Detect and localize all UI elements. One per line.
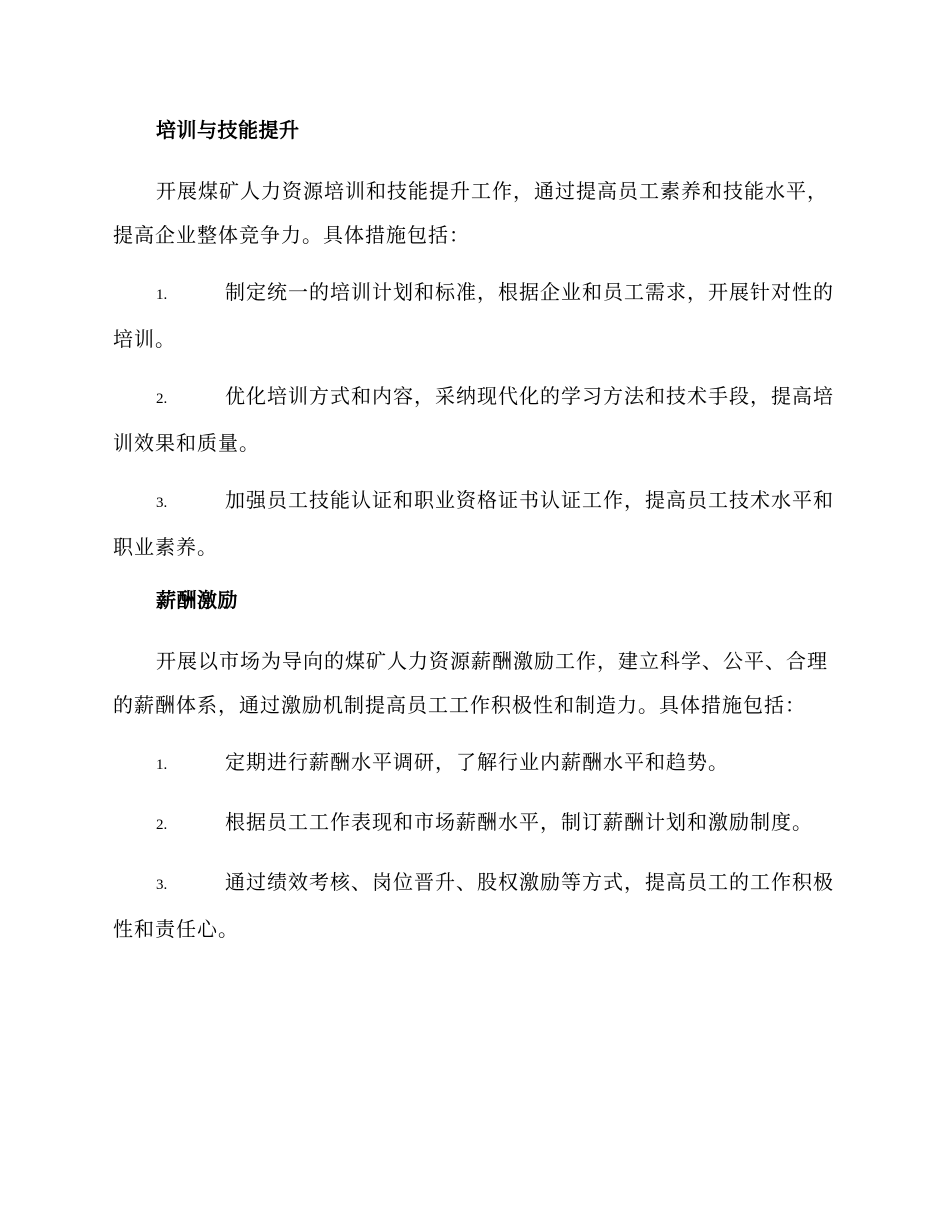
list-item bbox=[113, 270, 835, 361]
list-text: 通过绩效考核、岗位晋升、股权激励等方式，提高员工的工作积极性和责任心。 bbox=[113, 870, 834, 941]
section-training bbox=[113, 112, 835, 569]
list-number: 3. bbox=[156, 877, 168, 893]
list-text: 制定统一的培训计划和标准，根据企业和员工需求，开展针对性的培训。 bbox=[113, 280, 834, 351]
section-intro: 开展煤矿人力资源培训和技能提升工作，通过提高员工素养和技能水平，提高企业整体竞争力。具体措施包括： bbox=[113, 179, 828, 247]
document-body bbox=[113, 112, 835, 964]
list-item bbox=[113, 740, 835, 787]
list-item bbox=[113, 860, 835, 951]
list-number: 2. bbox=[156, 391, 168, 407]
list-item bbox=[113, 800, 835, 847]
section-intro: 开展以市场为导向的煤矿人力资源薪酬激励工作，建立科学、公平、合理的薪酬体系，通过激励机制提高员工工作积极性和制造力。具体措施包括： bbox=[113, 649, 828, 717]
list-number: 1. bbox=[156, 757, 168, 773]
section-heading: 薪酬激励 bbox=[156, 588, 238, 612]
section-heading: 培训与技能提升 bbox=[156, 118, 300, 142]
list-item bbox=[113, 478, 835, 569]
list-text: 根据员工工作表现和市场薪酬水平，制订薪酬计划和激励制度。 bbox=[225, 810, 813, 834]
list-text: 优化培训方式和内容，采纳现代化的学习方法和技术手段，提高培训效果和质量。 bbox=[113, 384, 834, 455]
list-number: 3. bbox=[156, 495, 168, 511]
list-number: 2. bbox=[156, 817, 168, 833]
list-number: 1. bbox=[156, 287, 168, 303]
section-compensation bbox=[113, 582, 835, 951]
list-text: 加强员工技能认证和职业资格证书认证工作，提高员工技术水平和职业素养。 bbox=[113, 488, 834, 559]
list-text: 定期进行薪酬水平调研，了解行业内薪酬水平和趋势。 bbox=[225, 750, 729, 774]
list-item bbox=[113, 374, 835, 465]
